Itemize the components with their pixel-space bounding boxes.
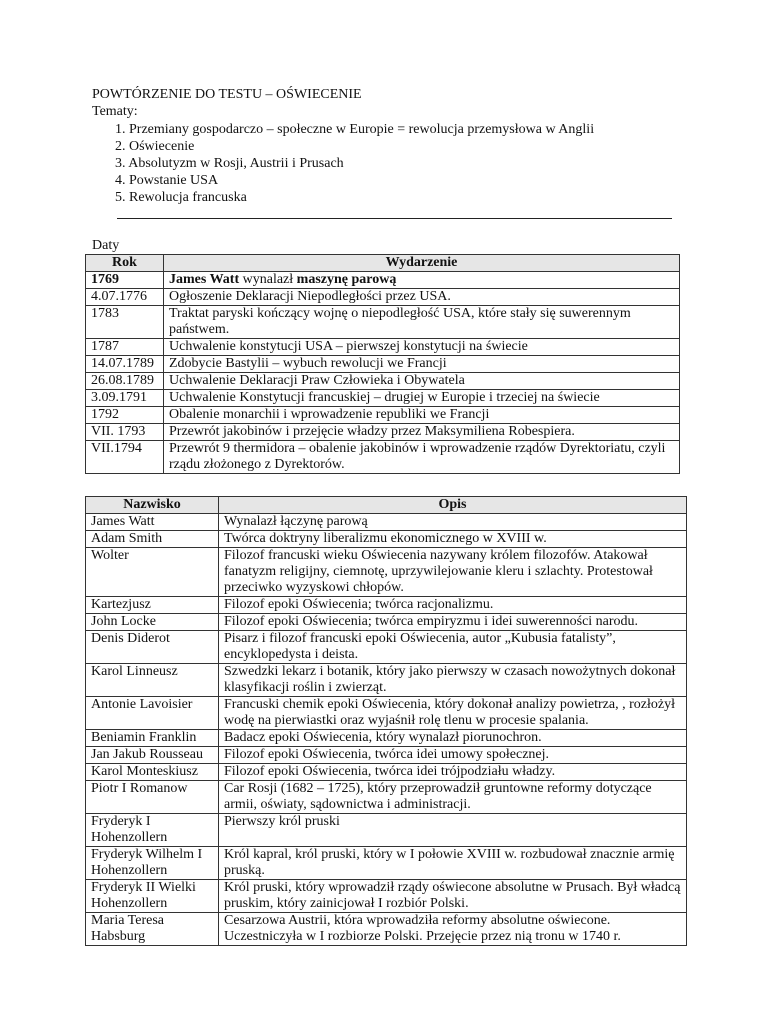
table-row (86, 407, 680, 424)
description-cell: Twórca doktryny liberalizmu ekonomicznego w XVIII w. (219, 531, 687, 548)
table-row (86, 306, 680, 339)
table-row (86, 880, 687, 913)
year-cell: VII. 1793 (86, 424, 164, 441)
dates-table (85, 254, 680, 474)
name-cell: Fryderyk Wilhelm I Hohenzollern (86, 847, 219, 880)
table-row (86, 614, 687, 631)
table-row (86, 764, 687, 781)
topic-item: 2. Oświecenie (115, 139, 195, 154)
event-cell: Obalenie monarchii i wprowadzenie republiki we Francji (164, 407, 680, 424)
event-cell: Traktat paryski kończący wojnę o niepodległość USA, które stały się suwerennym państwem. (164, 306, 680, 339)
dates-label: Daty (92, 238, 120, 253)
event-verb: wynalazł (239, 272, 297, 287)
event-cell: Uchwalenie Konstytucji francuskiej – drugiej w Europie i trzeciej na świecie (164, 390, 680, 407)
table-row (86, 747, 687, 764)
table-row (86, 531, 687, 548)
year-cell: 3.09.1791 (86, 390, 164, 407)
topic-item: 5. Rewolucja francuska (115, 190, 247, 205)
description-cell: Pierwszy król pruski (219, 814, 687, 847)
name-cell: John Locke (86, 614, 219, 631)
table-row (86, 390, 680, 407)
table-row (86, 730, 687, 747)
table-header-row (86, 497, 687, 514)
table-row (86, 631, 687, 664)
event-object: maszynę parową (296, 272, 397, 287)
year-cell: 1769 (86, 272, 164, 289)
event-cell: Uchwalenie konstytucji USA – pierwszej konstytucji na świecie (164, 339, 680, 356)
people-table (85, 496, 687, 946)
table-row (86, 697, 687, 730)
description-cell: Filozof epoki Oświecenia, twórca idei umowy społecznej. (219, 747, 687, 764)
name-cell: Fryderyk I Hohenzollern (86, 814, 219, 847)
topic-item: 1. Przemiany gospodarczo – społeczne w Europie = rewolucja przemysłowa w Anglii (115, 122, 595, 137)
year-cell: 1792 (86, 407, 164, 424)
table-row (86, 272, 680, 289)
description-cell: Król kapral, król pruski, który w I połowie XVIII w. rozbudował znacznie armię pruską. (219, 847, 687, 880)
table-header-row (86, 255, 680, 272)
column-header-event: Wydarzenie (164, 255, 680, 272)
description-cell: Wynalazł łączynę parową (219, 514, 687, 531)
event-cell: Uchwalenie Deklaracji Praw Człowieka i Obywatela (164, 373, 680, 390)
topics-label: Tematy: (92, 104, 138, 119)
name-cell: Jan Jakub Rousseau (86, 747, 219, 764)
table-row (86, 597, 687, 614)
table-row (86, 441, 680, 474)
column-header-name: Nazwisko (86, 497, 219, 514)
table-row (86, 548, 687, 597)
topic-item: 3. Absolutyzm w Rosji, Austrii i Prusach (115, 156, 344, 171)
year-cell: 26.08.1789 (86, 373, 164, 390)
name-cell: Wolter (86, 548, 219, 597)
name-cell: Maria Teresa Habsburg (86, 913, 219, 946)
year-cell: 4.07.1776 (86, 289, 164, 306)
name-cell: Karol Monteskiusz (86, 764, 219, 781)
description-cell: Szwedzki lekarz i botanik, który jako pierwszy w czasach nowożytnych dokonał klasyfikacji roślin i zwierząt. (219, 664, 687, 697)
table-row (86, 424, 680, 441)
name-cell: Karol Linneusz (86, 664, 219, 697)
year-cell: 1783 (86, 306, 164, 339)
name-cell: Antonie Lavoisier (86, 697, 219, 730)
table-row (86, 913, 687, 946)
name-cell: Piotr I Romanow (86, 781, 219, 814)
table-row (86, 847, 687, 880)
year-cell: 14.07.1789 (86, 356, 164, 373)
table-row (86, 339, 680, 356)
table-row (86, 373, 680, 390)
event-cell: Zdobycie Bastylii – wybuch rewolucji we Francji (164, 356, 680, 373)
event-cell: Przewrót 9 thermidora – obalenie jakobinów i wprowadzenie rządów Dyrektoriatu, czyli rządu złożonego z Dyrektorów. (164, 441, 680, 474)
description-cell: Badacz epoki Oświecenia, który wynalazł piorunochron. (219, 730, 687, 747)
event-cell: Przewrót jakobinów i przejęcie władzy przez Maksymiliena Robespiera. (164, 424, 680, 441)
name-cell: Fryderyk II Wielki Hohenzollern (86, 880, 219, 913)
description-cell: Pisarz i filozof francuski epoki Oświecenia, autor „Kubusia fatalisty”, encyklopedysta i deista. (219, 631, 687, 664)
description-cell: Filozof epoki Oświecenia; twórca empiryzmu i idei suwerenności narodu. (219, 614, 687, 631)
table-row (86, 664, 687, 697)
name-cell: Adam Smith (86, 531, 219, 548)
year-cell: VII.1794 (86, 441, 164, 474)
name-cell: James Watt (86, 514, 219, 531)
description-cell: Francuski chemik epoki Oświecenia, który dokonał analizy powietrza, , rozłożył wodę na pierwiastki oraz wyjaśnił rolę tlenu w procesie spalania. (219, 697, 687, 730)
table-row (86, 289, 680, 306)
name-cell: Kartezjusz (86, 597, 219, 614)
description-cell: Cesarzowa Austrii, która wprowadziła reformy absolutne oświecone. Uczestniczyła w I rozbiorze Polski. Przejęcie przez nią tronu w 1740 r. (219, 913, 687, 946)
description-cell: Król pruski, który wprowadził rządy oświecone absolutne w Prusach. Był władcą pruskim, który zainicjował I rozbiór Polski. (219, 880, 687, 913)
topic-item: 4. Powstanie USA (115, 173, 219, 188)
year-cell: 1787 (86, 339, 164, 356)
description-cell: Filozof francuski wieku Oświecenia nazywany królem filozofów. Atakował fanatyzm religijny, ciemnotę, uprzywilejowanie kleru i szlachty. Protestował przeciwko wyzyskowi chłopów. (219, 548, 687, 597)
event-cell (164, 272, 680, 289)
page-title: POWTÓRZENIE DO TESTU – OŚWIECENIE (92, 87, 362, 102)
column-header-description: Opis (219, 497, 687, 514)
description-cell: Filozof epoki Oświecenia; twórca racjonalizmu. (219, 597, 687, 614)
event-person: James Watt (169, 272, 240, 287)
event-cell: Ogłoszenie Deklaracji Niepodległości przez USA. (164, 289, 680, 306)
name-cell: Denis Diderot (86, 631, 219, 664)
table-row (86, 814, 687, 847)
description-cell: Filozof epoki Oświecenia, twórca idei trójpodziału władzy. (219, 764, 687, 781)
table-row (86, 514, 687, 531)
horizontal-rule (117, 218, 672, 219)
table-row (86, 781, 687, 814)
column-header-year: Rok (86, 255, 164, 272)
table-row (86, 356, 680, 373)
topics-list (115, 121, 594, 206)
name-cell: Beniamin Franklin (86, 730, 219, 747)
description-cell: Car Rosji (1682 – 1725), który przeprowadził gruntowne reformy dotyczące armii, oświaty, sądownictwa i administracji. (219, 781, 687, 814)
